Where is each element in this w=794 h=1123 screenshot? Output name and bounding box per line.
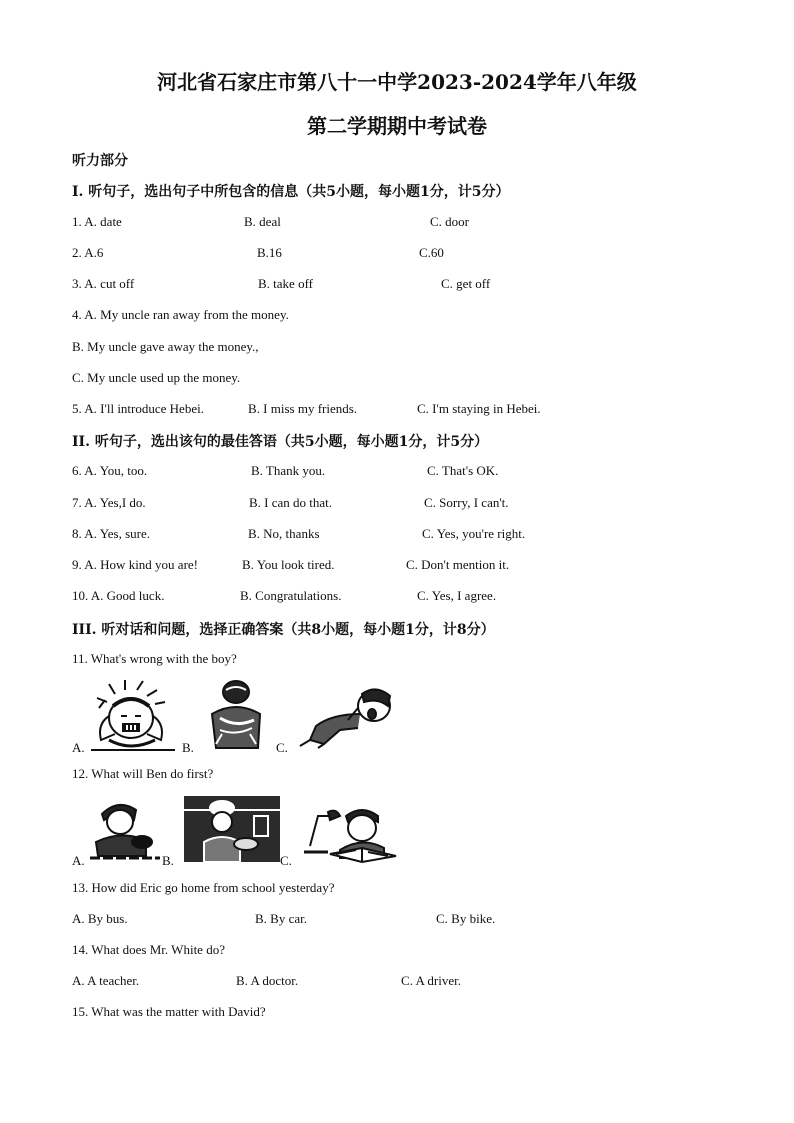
title-line-1: 河北省石家庄市第八十一中学2023-2024学年八年级 [157,70,637,94]
q5-option-c: C. I'm staying in Hebei. [417,401,541,416]
q7-option-b: B. I can do that. [249,495,333,510]
q1-option-b: B. deal [244,214,281,229]
q11-question: 11. What's wrong with the boy? [72,651,237,666]
q3-option-c: C. get off [441,276,491,291]
q12-label-a: A. [72,853,85,868]
q14-question: 14. What does Mr. White do? [72,942,225,957]
q14-option-b: B. A doctor. [236,973,299,988]
q4-option-b: B. My uncle gave away the money., [72,339,259,354]
q11-label-b: B. [182,740,194,755]
q1-option-a: 1. A. date [72,214,122,229]
section-3-heading: III. 听对话和问题，选择正确答案（共8小题，每小题1分，计8分） [72,622,495,638]
part-heading: 听力部分 [72,153,128,169]
q4-option-c: C. My uncle used up the money. [72,370,241,385]
q13-option-a: A. By bus. [72,911,128,926]
q13-question: 13. How did Eric go home from school yesterday? [72,880,335,895]
q6-option-b: B. Thank you. [251,463,326,478]
q2-option-a: 2. A.6 [72,245,104,260]
q9-option-a: 9. A. How kind you are! [72,557,199,572]
q10-option-a: 10. A. Good luck. [72,588,165,603]
q13-option-c: C. By bike. [436,911,496,926]
q3-option-a: 3. A. cut off [72,276,135,291]
q5-option-b: B. I miss my friends. [248,401,358,416]
sick-lying-boy-icon [292,684,404,750]
q2-option-c: C.60 [419,245,444,260]
q7-option-a: 7. A. Yes,I do. [72,495,146,510]
section-2-heading: II. 听句子，选出该句的最佳答语（共5小题，每小题1分，计5分） [72,434,489,450]
q8-option-a: 8. A. Yes, sure. [72,526,151,541]
cooking-boy-icon [184,796,280,862]
q9-option-b: B. You look tired. [242,557,335,572]
q13-option-b: B. By car. [255,911,307,926]
q4-option-a: 4. A. My uncle ran away from the money. [72,307,289,322]
q15-question: 15. What was the matter with David? [72,1004,266,1019]
reading-boy-icon [300,806,406,864]
q11-label-c: C. [276,740,288,755]
q10-option-b: B. Congratulations. [240,588,342,603]
q12-label-c: C. [280,853,292,868]
q12-label-b: B. [162,853,174,868]
stomachache-boy-icon [200,678,272,754]
q2-option-b: B.16 [257,245,282,260]
eating-boy-icon [88,796,162,862]
section-1-heading: I. 听句子，选出句子中所包含的信息（共5小题，每小题1分，计5分） [72,184,510,200]
q6-option-a: 6. A. You, too. [72,463,148,478]
title-line-2: 第二学期期中考试卷 [307,114,487,138]
q7-option-c: C. Sorry, I can't. [424,495,509,510]
q14-option-a: A. A teacher. [72,973,140,988]
headache-boy-icon [85,680,183,754]
q5-option-a: 5. A. I'll introduce Hebei. [72,401,204,416]
q6-option-c: C. That's OK. [427,463,499,478]
q9-option-c: C. Don't mention it. [406,557,510,572]
q8-option-c: C. Yes, you're right. [422,526,526,541]
q12-question: 12. What will Ben do first? [72,766,214,781]
q8-option-b: B. No, thanks [248,526,320,541]
q10-option-c: C. Yes, I agree. [417,588,497,603]
q14-option-c: C. A driver. [401,973,461,988]
q1-option-c: C. door [430,214,469,229]
q3-option-b: B. take off [258,276,313,291]
q11-label-a: A. [72,740,85,755]
